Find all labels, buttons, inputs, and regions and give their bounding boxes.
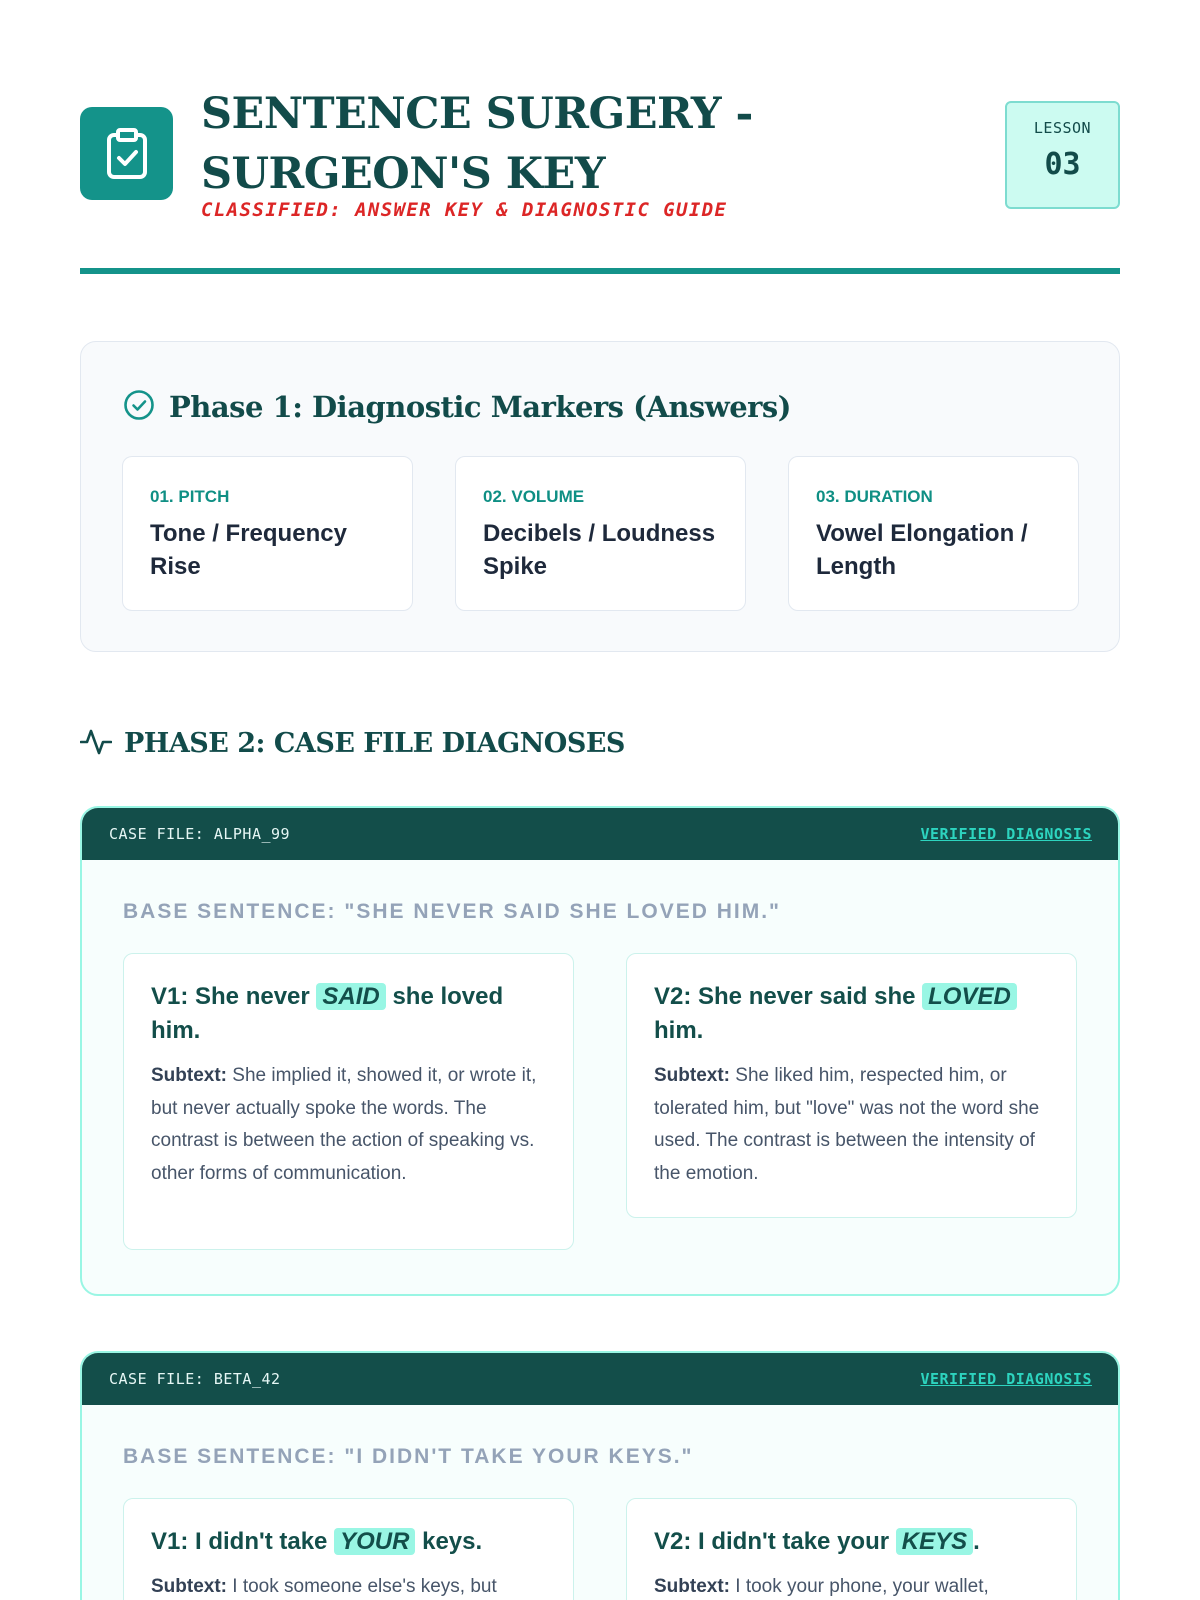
- verified-diagnosis-link[interactable]: VERIFIED DIAGNOSIS: [920, 825, 1092, 843]
- clipboard-check-icon: [80, 107, 173, 200]
- page-header: [80, 90, 1120, 270]
- variant-subtext: [151, 1571, 546, 1600]
- marker-value: Decibels / Loudness Spike: [483, 520, 716, 580]
- subtext-label: Subtext:: [654, 1065, 730, 1086]
- verified-diagnosis-link[interactable]: VERIFIED DIAGNOSIS: [920, 1370, 1092, 1388]
- variant-suffix: she loved him.: [151, 983, 504, 1044]
- lesson-label: LESSON: [1033, 119, 1092, 137]
- phase1-title: Phase 1: Diagnostic Markers (Answers): [169, 390, 791, 424]
- case-file-id: CASE FILE: BETA_42: [109, 1370, 281, 1388]
- variant-subtext: [654, 1571, 1049, 1600]
- marker-label: 02. VOLUME: [483, 487, 585, 506]
- marker-label: 01. PITCH: [150, 487, 230, 506]
- phase2-header: [80, 725, 625, 761]
- variant-subtext: [654, 1060, 1049, 1190]
- marker-value: Tone / Frequency Rise: [150, 520, 347, 580]
- marker-card-duration: [788, 456, 1079, 611]
- variant-heading: [654, 1525, 1049, 1559]
- marker-value: Vowel Elongation / Length: [816, 520, 1028, 580]
- variant-suffix: .: [973, 1528, 980, 1555]
- page-title: SENTENCE SURGERY - SURGEON'S KEY: [201, 89, 753, 199]
- stressed-word: KEYS: [896, 1528, 973, 1555]
- marker-card-volume: [455, 456, 746, 611]
- phase2-title: PHASE 2: CASE FILE DIAGNOSES: [124, 727, 625, 759]
- case-file-card: [80, 806, 1120, 1296]
- variant-subtext: [151, 1060, 546, 1190]
- subtext-body: I took someone else's keys, but: [232, 1576, 497, 1597]
- case-file-bar: [82, 1353, 1118, 1405]
- subtext-label: Subtext:: [151, 1576, 227, 1597]
- case-file-id: CASE FILE: ALPHA_99: [109, 825, 291, 843]
- phase1-header: [123, 389, 791, 425]
- header-divider: [80, 268, 1120, 274]
- variant-card: [626, 1498, 1077, 1600]
- subtext-body: She liked him, respected him, or tolerated him, but "love" was not the word she used. The contrast is between the intensity of the emotion.: [654, 1065, 1040, 1184]
- subtext-label: Subtext:: [654, 1576, 730, 1597]
- base-sentence: BASE SENTENCE: "I DIDN'T TAKE YOUR KEYS.": [123, 1445, 694, 1468]
- pulse-icon: [80, 725, 112, 761]
- variant-prefix: V1: I didn't take: [151, 1528, 328, 1555]
- case-file-bar: [82, 808, 1118, 860]
- stressed-word: LOVED: [922, 983, 1017, 1010]
- subtext-body: I took your phone, your wallet,: [735, 1576, 989, 1597]
- variant-prefix: V1: She never: [151, 983, 310, 1010]
- base-sentence: BASE SENTENCE: "SHE NEVER SAID SHE LOVED HIM.": [123, 900, 781, 923]
- variant-prefix: V2: She never said she: [654, 983, 916, 1010]
- marker-label: 03. DURATION: [816, 487, 933, 506]
- variant-heading: [654, 980, 1049, 1048]
- variant-heading: [151, 1525, 546, 1559]
- check-circle-icon: [123, 389, 155, 425]
- case-file-card: [80, 1351, 1120, 1600]
- subtext-label: Subtext:: [151, 1065, 227, 1086]
- lesson-number: 03: [1044, 147, 1081, 182]
- variant-suffix: keys.: [422, 1528, 483, 1555]
- subtext-body: She implied it, showed it, or wrote it, but never actually spoke the words. The contrast is between the action of speaking vs. other forms of communication.: [151, 1065, 537, 1184]
- page-subtitle: CLASSIFIED: ANSWER KEY & DIAGNOSTIC GUIDE: [201, 199, 728, 221]
- variant-suffix: him.: [654, 1017, 704, 1044]
- variant-card: [123, 1498, 574, 1600]
- stressed-word: YOUR: [334, 1528, 415, 1555]
- variant-card: [626, 953, 1077, 1218]
- phase1-panel: [80, 341, 1120, 652]
- stressed-word: SAID: [316, 983, 385, 1010]
- marker-card-pitch: [122, 456, 413, 611]
- variant-prefix: V2: I didn't take your: [654, 1528, 890, 1555]
- lesson-badge: [1005, 101, 1120, 209]
- variant-card: [123, 953, 574, 1250]
- variant-heading: [151, 980, 546, 1048]
